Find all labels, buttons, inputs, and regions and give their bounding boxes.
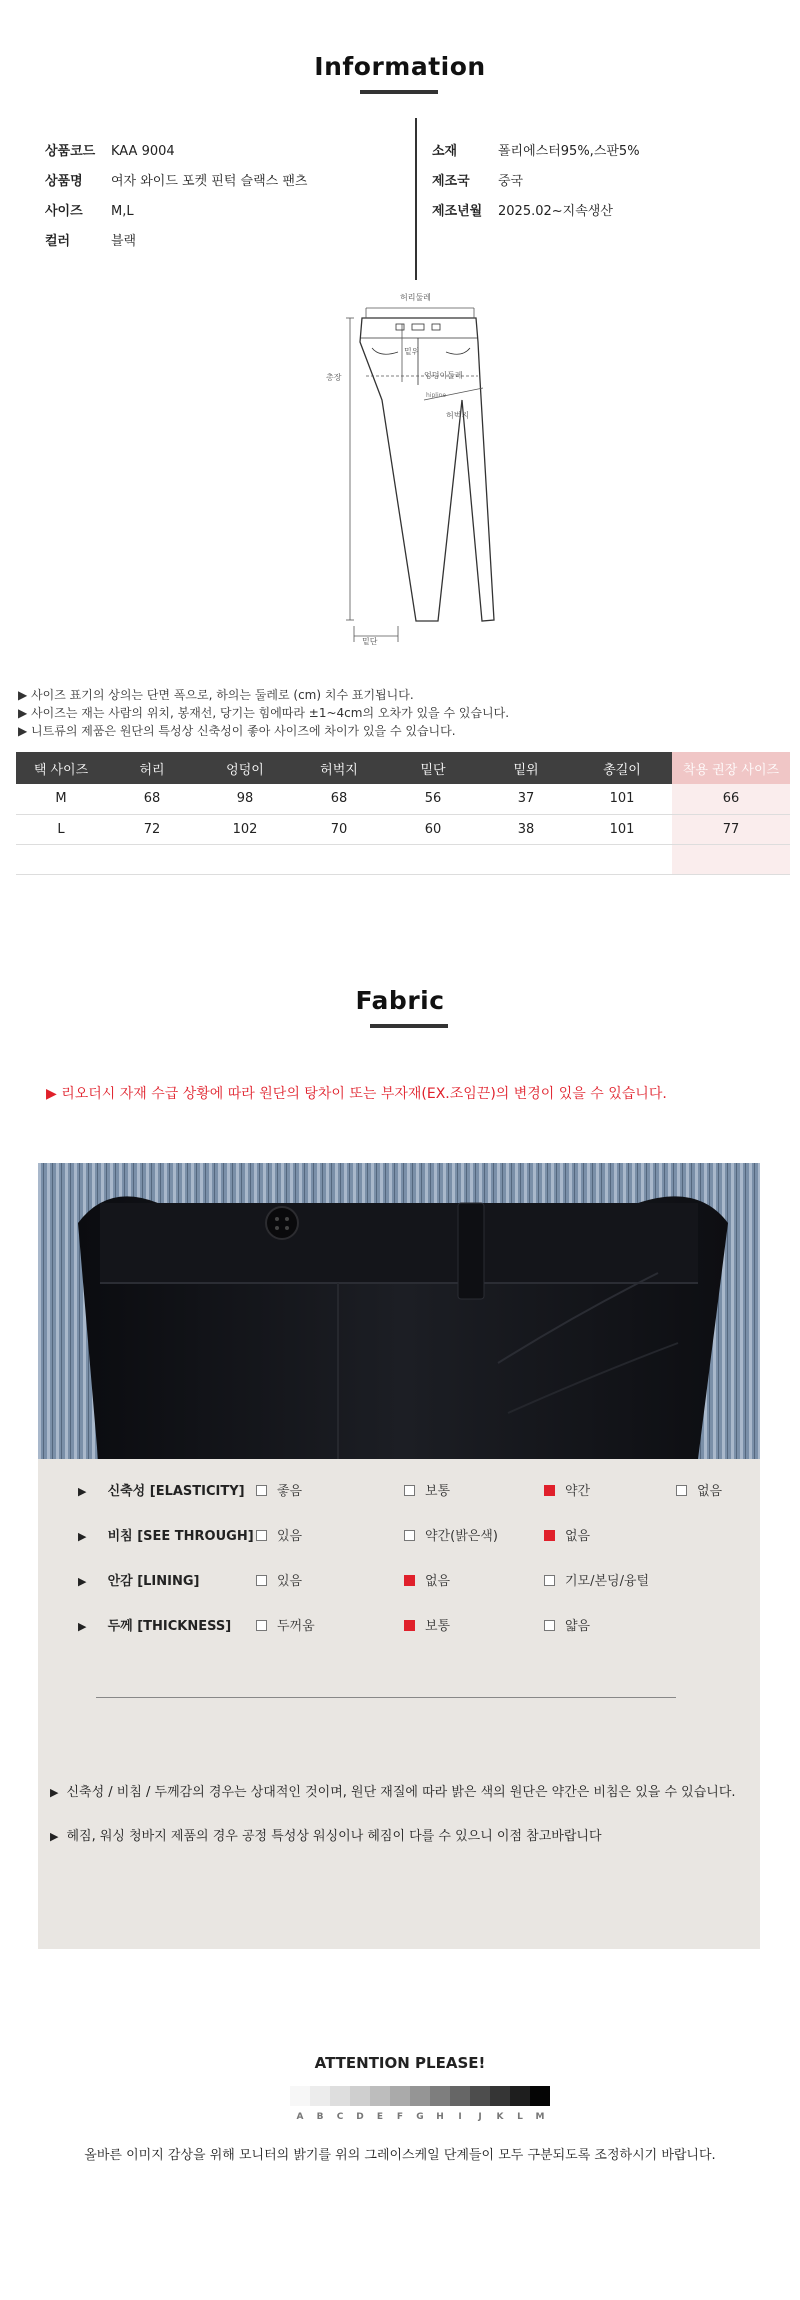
product-info-right xyxy=(432,142,640,222)
option-label: 없음 xyxy=(565,1529,591,1544)
info-value: KAA 9004 xyxy=(111,144,175,159)
attention-title: ATTENTION PLEASE! xyxy=(314,2054,486,2072)
table-cell-recommended: 77 xyxy=(672,814,790,844)
table-cell: 101 xyxy=(572,784,672,814)
option-selected xyxy=(544,1480,590,1499)
grayscale-letter: H xyxy=(436,2112,444,2122)
grayscale-letter: M xyxy=(535,2112,545,2122)
option xyxy=(404,1480,450,1499)
table-cell-recommended: 66 xyxy=(672,784,790,814)
diagram-label-rise: 밑위 xyxy=(404,347,420,356)
attention-text: 올바른 이미지 감상을 위해 모니터의 밝기를 위의 그레이스케일 단계들이 모두 구분되도록 조정하시기 바랍니다. xyxy=(84,2148,716,2163)
property-row-thickness xyxy=(78,1615,758,1660)
col-header-recommended: 착용 권장 사이즈 xyxy=(672,752,790,784)
size-table-header xyxy=(16,752,790,784)
table-cell: 56 xyxy=(386,784,480,814)
option-label: 없음 xyxy=(697,1484,723,1499)
bullet-icon: ▶ xyxy=(78,1620,87,1633)
option xyxy=(256,1480,302,1499)
bullet-icon: ▶ xyxy=(50,1830,59,1843)
table-cell xyxy=(198,844,292,874)
checkbox-checked[interactable] xyxy=(544,1485,555,1496)
grayscale-step xyxy=(530,2086,550,2106)
grayscale-letter: J xyxy=(478,2112,482,2122)
fabric-note-text: 신축성 / 비침 / 두께감의 경우는 상대적인 것이며, 원단 재질에 따라 밝은 색의 원단은 약간은 비침은 있을 수 있습니다. xyxy=(66,1785,736,1800)
table-cell xyxy=(106,844,198,874)
grayscale-step xyxy=(390,2086,410,2106)
option-label: 좋음 xyxy=(277,1484,303,1499)
info-label: 제조국 xyxy=(432,174,470,189)
grayscale-step xyxy=(350,2086,370,2106)
table-cell xyxy=(16,844,106,874)
grayscale-letter: F xyxy=(396,2112,404,2122)
fabric-properties xyxy=(78,1480,758,1660)
option-label: 두꺼움 xyxy=(277,1619,315,1634)
grayscale-step xyxy=(330,2086,350,2106)
table-cell: L xyxy=(16,814,106,844)
table-cell: 98 xyxy=(198,784,292,814)
info-row-size xyxy=(45,202,307,222)
bullet-icon: ▶ xyxy=(78,1530,87,1543)
property-label: 신축성 [ELASTICITY] xyxy=(107,1484,245,1499)
grayscale-letter: B xyxy=(316,2112,324,2122)
table-row xyxy=(16,844,790,874)
grayscale-letter: D xyxy=(356,2112,364,2122)
grayscale-step xyxy=(370,2086,390,2106)
property-label: 비침 [SEE THROUGH] xyxy=(107,1529,254,1544)
size-table xyxy=(16,752,790,875)
table-cell xyxy=(572,844,672,874)
bullet-icon: ▶ xyxy=(50,1786,59,1799)
table-cell: 38 xyxy=(480,814,572,844)
fabric-title: Fabric xyxy=(355,986,445,1015)
grayscale-step xyxy=(510,2086,530,2106)
information-title-underline xyxy=(360,90,438,94)
diagram-label-length: 총장 xyxy=(326,373,342,382)
col-header: 허리 xyxy=(106,752,198,784)
grayscale-letter: E xyxy=(376,2112,384,2122)
table-cell: 102 xyxy=(198,814,292,844)
grayscale-letter: A xyxy=(296,2112,304,2122)
table-cell: 70 xyxy=(292,814,386,844)
table-cell xyxy=(292,844,386,874)
grayscale-step xyxy=(450,2086,470,2106)
fabric-title-underline xyxy=(370,1024,448,1028)
checkbox[interactable] xyxy=(404,1485,415,1496)
diagram-label-waist: 허리둘레 xyxy=(400,293,431,302)
checkbox[interactable] xyxy=(544,1620,555,1631)
fabric-note-text: 헤짐, 워싱 청바지 제품의 경우 공정 특성상 워싱이나 헤짐이 다를 수 있으니 이점 참고바랍니다 xyxy=(66,1829,602,1844)
diagram-label-hip: 엉덩이둘레 xyxy=(424,371,463,380)
bullet-icon: ▶ xyxy=(78,1575,87,1588)
option xyxy=(256,1525,302,1544)
option-selected xyxy=(404,1615,450,1634)
grayscale-letter: K xyxy=(496,2112,504,2122)
info-row-country xyxy=(432,172,640,192)
option-label: 약간(밝은색) xyxy=(425,1529,498,1544)
option xyxy=(544,1615,590,1634)
info-row-material xyxy=(432,142,640,162)
grayscale-letter: G xyxy=(416,2112,424,2122)
grayscale-letter: C xyxy=(336,2112,344,2122)
size-notes xyxy=(18,686,509,740)
info-row-code xyxy=(45,142,307,162)
info-row-color xyxy=(45,232,307,252)
info-label: 사이즈 xyxy=(45,204,83,219)
table-cell xyxy=(386,844,480,874)
property-row-elasticity xyxy=(78,1480,758,1525)
grayscale-step xyxy=(310,2086,330,2106)
checkbox[interactable] xyxy=(256,1620,267,1631)
checkbox[interactable] xyxy=(256,1575,267,1586)
checkbox-checked[interactable] xyxy=(544,1530,555,1541)
info-label: 소재 xyxy=(432,144,458,159)
product-info-left xyxy=(45,142,307,252)
reorder-warning: ▶ 리오더시 자재 수급 상황에 따라 원단의 탕차이 또는 부자재(EX.조임끈)의 변경이 있을 수 있습니다. xyxy=(46,1086,667,1102)
property-row-see-through xyxy=(78,1525,758,1570)
checkbox[interactable] xyxy=(544,1575,555,1586)
option xyxy=(404,1525,498,1544)
option xyxy=(676,1480,722,1499)
option xyxy=(256,1570,302,1589)
property-label: 안감 [LINING] xyxy=(107,1574,200,1589)
grayscale-letters xyxy=(290,2112,550,2122)
checkbox[interactable] xyxy=(256,1485,267,1496)
info-label: 상품명 xyxy=(45,174,83,189)
option-label: 보통 xyxy=(425,1619,451,1634)
option-selected xyxy=(544,1525,590,1544)
table-cell: 101 xyxy=(572,814,672,844)
option-label: 보통 xyxy=(425,1484,451,1499)
info-row-name xyxy=(45,172,307,192)
info-divider xyxy=(415,118,417,280)
fabric-photo xyxy=(38,1163,760,1459)
property-row-lining xyxy=(78,1570,758,1615)
info-label: 상품코드 xyxy=(45,144,96,159)
grayscale-step xyxy=(430,2086,450,2106)
grayscale-bar xyxy=(290,2086,550,2106)
bullet-icon: ▶ xyxy=(78,1485,87,1498)
size-note: ▶ 니트류의 제품은 원단의 특성상 신축성이 좋아 사이즈에 차이가 있을 수 있습니다. xyxy=(18,724,456,738)
table-row xyxy=(16,784,790,814)
option xyxy=(256,1615,315,1634)
size-note: ▶ 사이즈는 재는 사람의 위치, 봉재선, 당기는 힘에따라 ±1~4cm의 오차가 있을 수 있습니다. xyxy=(18,706,510,720)
col-header: 허벅지 xyxy=(292,752,386,784)
info-value: 여자 와이드 포켓 핀턱 슬랙스 팬츠 xyxy=(111,174,308,189)
table-cell: 68 xyxy=(292,784,386,814)
property-label: 두께 [THICKNESS] xyxy=(107,1619,232,1634)
option-label: 기모/본딩/융털 xyxy=(565,1574,650,1589)
col-header: 총길이 xyxy=(572,752,672,784)
option-label: 약간 xyxy=(565,1484,591,1499)
table-cell-recommended xyxy=(672,844,790,874)
option-label: 있음 xyxy=(277,1529,303,1544)
diagram-label-thigh: 허벅지 xyxy=(446,411,470,420)
checkbox-checked[interactable] xyxy=(404,1575,415,1586)
grayscale-letter: L xyxy=(517,2112,523,2122)
table-cell: M xyxy=(16,784,106,814)
fabric-note-1 xyxy=(50,1783,756,1803)
table-row xyxy=(16,814,790,844)
info-value: 블랙 xyxy=(111,234,137,249)
option xyxy=(544,1570,649,1589)
info-value: 중국 xyxy=(498,174,524,189)
option-label: 얇음 xyxy=(565,1619,591,1634)
option-selected xyxy=(404,1570,450,1589)
info-label: 컬러 xyxy=(45,234,71,249)
grayscale-step xyxy=(290,2086,310,2106)
option-label: 없음 xyxy=(425,1574,451,1589)
diagram-label-hem: 밑단 xyxy=(362,637,378,646)
checkbox[interactable] xyxy=(676,1485,687,1496)
fabric-note-2 xyxy=(50,1827,756,1847)
col-header: 엉덩이 xyxy=(198,752,292,784)
info-label: 제조년월 xyxy=(432,204,483,219)
table-cell: 72 xyxy=(106,814,198,844)
panel-divider xyxy=(96,1697,676,1698)
col-header: 택 사이즈 xyxy=(16,752,106,784)
pants-measurement-diagram xyxy=(320,290,500,655)
checkbox[interactable] xyxy=(256,1530,267,1541)
grayscale-step xyxy=(470,2086,490,2106)
grayscale-step xyxy=(490,2086,510,2106)
col-header: 밑단 xyxy=(386,752,480,784)
grayscale-step xyxy=(410,2086,430,2106)
info-value: 2025.02~지속생산 xyxy=(498,204,613,219)
size-note: ▶ 사이즈 표기의 상의는 단면 폭으로, 하의는 둘레로 (cm) 치수 표기됩니다. xyxy=(18,688,414,702)
grayscale-letter: I xyxy=(458,2112,462,2122)
info-value: 폴리에스터95%,스판5% xyxy=(498,144,640,159)
table-cell: 68 xyxy=(106,784,198,814)
info-value: M,L xyxy=(111,204,134,219)
table-cell: 37 xyxy=(480,784,572,814)
information-title: Information xyxy=(314,52,486,81)
table-cell xyxy=(480,844,572,874)
info-row-date xyxy=(432,202,640,222)
diagram-label-hipline: hipline xyxy=(426,392,447,399)
col-header: 밑위 xyxy=(480,752,572,784)
table-cell: 60 xyxy=(386,814,480,844)
checkbox[interactable] xyxy=(404,1530,415,1541)
option-label: 있음 xyxy=(277,1574,303,1589)
checkbox-checked[interactable] xyxy=(404,1620,415,1631)
